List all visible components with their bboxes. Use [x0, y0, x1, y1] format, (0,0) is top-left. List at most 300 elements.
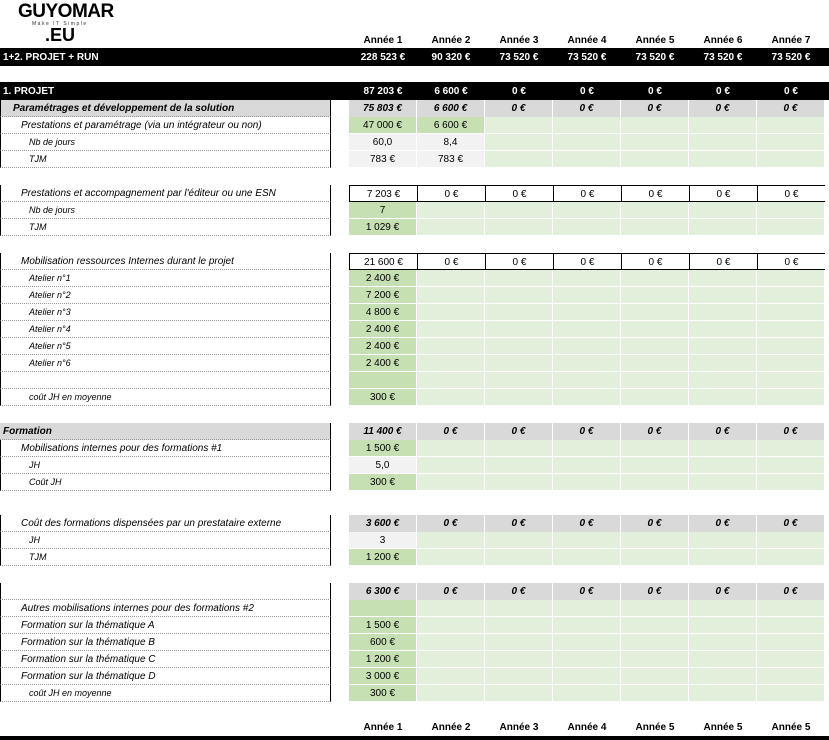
row-label: coût JH en moyenne	[0, 389, 331, 406]
value-cell: 0 €	[784, 86, 798, 97]
value-cell: 73 520 €	[567, 52, 607, 63]
value-cell	[553, 668, 621, 685]
value-cell: 600 €	[349, 634, 417, 651]
row-label: JH	[0, 532, 331, 549]
value-cell	[485, 474, 553, 491]
value-cell	[485, 202, 553, 219]
value-cell: 0 €	[648, 86, 662, 97]
value-cell	[757, 372, 825, 389]
value-cell	[757, 457, 825, 474]
value-cell	[485, 304, 553, 321]
row-label: Nb de jours	[0, 134, 331, 151]
value-cell: 0 €	[621, 100, 689, 117]
value-cell	[757, 474, 825, 491]
value-cell: 0 €	[417, 253, 485, 270]
value-cell	[757, 134, 825, 151]
value-cell: 1 500 €	[349, 617, 417, 634]
value-cell: 87 203 €	[363, 86, 403, 97]
value-cell	[417, 440, 485, 457]
value-cell	[757, 532, 825, 549]
value-cell	[349, 372, 417, 389]
value-cell	[485, 134, 553, 151]
value-cell: 2 400 €	[349, 355, 417, 372]
table-row	[0, 49, 829, 66]
table-row	[0, 457, 829, 474]
value-cell	[417, 685, 485, 702]
value-cell	[689, 117, 757, 134]
value-cell	[417, 304, 485, 321]
value-cell: 1 200 €	[349, 549, 417, 566]
value-cell: 0 €	[553, 515, 621, 532]
value-cell	[485, 321, 553, 338]
table-row	[0, 151, 829, 168]
value-cell: 4 800 €	[349, 304, 417, 321]
value-cell	[757, 600, 825, 617]
value-cell: 0 €	[512, 86, 526, 97]
value-cell: 0 €	[621, 423, 689, 440]
year-header-bottom-year-6: Année 5	[703, 722, 743, 733]
value-cell	[621, 287, 689, 304]
table-row	[0, 549, 829, 566]
value-cell: 21 600 €	[349, 253, 417, 270]
value-cell	[757, 668, 825, 685]
row-label: Atelier n°4	[0, 321, 331, 338]
value-cell	[485, 117, 553, 134]
value-cell: 2 400 €	[349, 321, 417, 338]
value-cell: 0 €	[689, 583, 757, 600]
value-cell	[485, 532, 553, 549]
value-cell: 0 €	[485, 583, 553, 600]
value-cell: 8,4	[417, 134, 485, 151]
year-header-top-year-7: Année 7	[771, 35, 811, 46]
table-row	[0, 355, 829, 372]
row-label: 1. PROJET	[3, 86, 55, 97]
value-cell: 0 €	[716, 86, 730, 97]
table-row	[0, 185, 829, 202]
table-row	[0, 651, 829, 668]
year-header-top-year-2: Année 2	[431, 35, 471, 46]
value-cell	[417, 600, 485, 617]
value-cell: 6 300 €	[349, 583, 417, 600]
row-label: Atelier n°1	[0, 270, 331, 287]
value-cell	[621, 134, 689, 151]
value-cell: 60,0	[349, 134, 417, 151]
value-cell: 75 803 €	[349, 100, 417, 117]
row-label: Atelier n°6	[0, 355, 331, 372]
table-row	[0, 270, 829, 287]
value-cell: 1 029 €	[349, 219, 417, 236]
row-label: Formation	[0, 423, 331, 440]
value-cell	[757, 304, 825, 321]
value-cell: 0 €	[553, 583, 621, 600]
row-label: Atelier n°2	[0, 287, 331, 304]
row-label	[0, 372, 331, 389]
table-row	[0, 617, 829, 634]
year-header-top-year-3: Année 3	[499, 35, 539, 46]
value-cell: 0 €	[580, 86, 594, 97]
value-cell	[689, 457, 757, 474]
value-cell	[553, 651, 621, 668]
row-label: TJM	[0, 219, 331, 236]
value-cell	[689, 372, 757, 389]
separator-line	[0, 48, 829, 49]
value-cell	[553, 600, 621, 617]
value-cell	[621, 600, 689, 617]
value-cell	[621, 151, 689, 168]
table-row	[0, 202, 829, 219]
value-cell	[621, 440, 689, 457]
value-cell	[553, 270, 621, 287]
value-cell: 0 €	[417, 583, 485, 600]
value-cell: 90 320 €	[431, 52, 471, 63]
value-cell: 0 €	[757, 253, 825, 270]
value-cell	[621, 617, 689, 634]
value-cell	[417, 287, 485, 304]
value-cell	[553, 457, 621, 474]
row-label: JH	[0, 457, 331, 474]
value-cell: 0 €	[757, 423, 825, 440]
value-cell	[553, 304, 621, 321]
value-cell: 3	[349, 532, 417, 549]
year-header-top	[0, 32, 829, 49]
table-row	[0, 338, 829, 355]
value-cell	[553, 549, 621, 566]
value-cell	[621, 549, 689, 566]
value-cell	[485, 549, 553, 566]
value-cell: 0 €	[553, 253, 621, 270]
value-cell: 0 €	[689, 253, 757, 270]
value-cell: 6 600 €	[417, 117, 485, 134]
value-cell	[553, 389, 621, 406]
value-cell: 300 €	[349, 389, 417, 406]
value-cell	[417, 474, 485, 491]
year-header-bottom-year-4: Année 4	[567, 722, 607, 733]
value-cell	[553, 321, 621, 338]
table-row	[0, 685, 829, 702]
value-cell	[689, 532, 757, 549]
row-label: coût JH en moyenne	[0, 685, 331, 702]
value-cell	[417, 457, 485, 474]
value-cell	[621, 474, 689, 491]
value-cell	[485, 600, 553, 617]
value-cell	[553, 219, 621, 236]
value-cell: 0 €	[621, 515, 689, 532]
value-cell	[689, 634, 757, 651]
row-label: Coût JH	[0, 474, 331, 491]
year-header-top-year-1: Année 1	[363, 35, 403, 46]
table-row	[0, 287, 829, 304]
value-cell	[689, 134, 757, 151]
value-cell: 6 600 €	[417, 100, 485, 117]
value-cell: 783 €	[349, 151, 417, 168]
value-cell	[621, 668, 689, 685]
value-cell: 228 523 €	[360, 52, 406, 63]
value-cell: 0 €	[485, 185, 553, 202]
value-cell	[621, 389, 689, 406]
value-cell	[553, 474, 621, 491]
value-cell	[621, 321, 689, 338]
year-header-bottom-year-3: Année 3	[499, 722, 539, 733]
value-cell	[485, 219, 553, 236]
row-label: Prestations et accompagnement par l'éditeur ou une ESN	[0, 185, 331, 202]
table-row	[0, 474, 829, 491]
row-label: Formation sur la thématique A	[0, 617, 331, 634]
value-cell: 0 €	[417, 185, 485, 202]
value-cell	[621, 685, 689, 702]
value-cell: 0 €	[757, 100, 825, 117]
value-cell: 2 400 €	[349, 270, 417, 287]
row-label: Formation sur la thématique C	[0, 651, 331, 668]
separator-line	[0, 736, 829, 740]
value-cell: 73 520 €	[499, 52, 539, 63]
value-cell: 0 €	[689, 185, 757, 202]
value-cell	[417, 532, 485, 549]
value-cell	[553, 355, 621, 372]
value-cell	[417, 668, 485, 685]
value-cell	[757, 321, 825, 338]
value-cell	[485, 685, 553, 702]
value-cell	[417, 355, 485, 372]
value-cell	[553, 685, 621, 702]
table-row	[0, 253, 829, 270]
value-cell	[757, 549, 825, 566]
table-row	[0, 321, 829, 338]
year-header-top-year-4: Année 4	[567, 35, 607, 46]
value-cell	[689, 600, 757, 617]
value-cell	[417, 651, 485, 668]
value-cell	[757, 617, 825, 634]
value-cell	[757, 287, 825, 304]
value-cell	[689, 338, 757, 355]
value-cell	[485, 440, 553, 457]
table-row	[0, 83, 829, 100]
value-cell	[417, 389, 485, 406]
row-label: Paramétrages et développement de la solution	[0, 100, 331, 117]
value-cell	[757, 355, 825, 372]
value-cell: 73 520 €	[635, 52, 675, 63]
value-cell	[417, 338, 485, 355]
value-cell: 7	[349, 202, 417, 219]
value-cell: 0 €	[757, 185, 825, 202]
value-cell	[621, 634, 689, 651]
value-cell: 300 €	[349, 474, 417, 491]
value-cell	[417, 634, 485, 651]
year-header-bottom-year-1: Année 1	[363, 722, 403, 733]
value-cell: 0 €	[553, 423, 621, 440]
value-cell: 0 €	[621, 185, 689, 202]
row-label: TJM	[0, 549, 331, 566]
value-cell	[553, 117, 621, 134]
value-cell: 3 600 €	[349, 515, 417, 532]
value-cell: 1 200 €	[349, 651, 417, 668]
value-cell: 11 400 €	[349, 423, 417, 440]
value-cell	[689, 355, 757, 372]
value-cell: 0 €	[757, 583, 825, 600]
year-header-top-year-6: Année 6	[703, 35, 743, 46]
value-cell	[553, 617, 621, 634]
value-cell	[417, 321, 485, 338]
value-cell	[621, 532, 689, 549]
value-cell	[689, 389, 757, 406]
value-cell	[621, 355, 689, 372]
value-cell: 7 200 €	[349, 287, 417, 304]
value-cell	[689, 549, 757, 566]
value-cell	[417, 270, 485, 287]
row-label: Formation sur la thématique D	[0, 668, 331, 685]
value-cell	[485, 355, 553, 372]
value-cell: 0 €	[689, 423, 757, 440]
value-cell	[485, 668, 553, 685]
value-cell	[621, 117, 689, 134]
value-cell	[621, 202, 689, 219]
value-cell: 0 €	[485, 100, 553, 117]
year-header-bottom	[0, 719, 829, 736]
value-cell	[485, 270, 553, 287]
value-cell: 1 500 €	[349, 440, 417, 457]
row-label: Atelier n°3	[0, 304, 331, 321]
value-cell	[621, 219, 689, 236]
value-cell	[689, 685, 757, 702]
value-cell: 6 600 €	[434, 86, 468, 97]
logo-brand-top: GUYOMAR	[18, 1, 114, 22]
table-row	[0, 423, 829, 440]
value-cell	[417, 372, 485, 389]
value-cell	[553, 338, 621, 355]
value-cell	[621, 457, 689, 474]
value-cell: 783 €	[417, 151, 485, 168]
value-cell: 0 €	[485, 515, 553, 532]
table-row	[0, 634, 829, 651]
value-cell	[689, 151, 757, 168]
year-header-bottom-year-7: Année 5	[771, 722, 811, 733]
value-cell	[621, 372, 689, 389]
value-cell	[485, 338, 553, 355]
value-cell	[485, 287, 553, 304]
value-cell: 3 000 €	[349, 668, 417, 685]
value-cell	[485, 372, 553, 389]
value-cell: 73 520 €	[771, 52, 811, 63]
table-row	[0, 304, 829, 321]
value-cell	[621, 304, 689, 321]
value-cell: 73 520 €	[703, 52, 743, 63]
value-cell	[621, 338, 689, 355]
value-cell: 2 400 €	[349, 338, 417, 355]
value-cell	[689, 304, 757, 321]
value-cell	[553, 134, 621, 151]
value-cell: 0 €	[621, 253, 689, 270]
year-header-bottom-year-2: Année 2	[431, 722, 471, 733]
value-cell	[689, 668, 757, 685]
value-cell: 0 €	[553, 100, 621, 117]
value-cell	[757, 651, 825, 668]
value-cell: 5,0	[349, 457, 417, 474]
value-cell	[621, 270, 689, 287]
value-cell	[757, 151, 825, 168]
value-cell	[417, 219, 485, 236]
value-cell: 0 €	[485, 253, 553, 270]
table-row	[0, 532, 829, 549]
value-cell	[553, 372, 621, 389]
value-cell	[757, 634, 825, 651]
value-cell: 0 €	[553, 185, 621, 202]
value-cell: 0 €	[417, 423, 485, 440]
value-cell	[757, 685, 825, 702]
value-cell	[757, 202, 825, 219]
table-row	[0, 372, 829, 389]
value-cell	[689, 474, 757, 491]
value-cell: 0 €	[485, 423, 553, 440]
year-header-top-year-5: Année 5	[635, 35, 675, 46]
value-cell	[621, 651, 689, 668]
value-cell	[689, 617, 757, 634]
value-cell	[485, 457, 553, 474]
value-cell	[689, 270, 757, 287]
value-cell	[417, 617, 485, 634]
value-cell	[689, 440, 757, 457]
table-row	[0, 440, 829, 457]
value-cell	[553, 287, 621, 304]
value-cell	[757, 117, 825, 134]
value-cell: 300 €	[349, 685, 417, 702]
value-cell	[757, 270, 825, 287]
value-cell	[417, 202, 485, 219]
value-cell	[553, 440, 621, 457]
value-cell: 0 €	[757, 515, 825, 532]
value-cell	[757, 440, 825, 457]
table-row	[0, 668, 829, 685]
row-label: Atelier n°5	[0, 338, 331, 355]
value-cell: 0 €	[689, 515, 757, 532]
row-label: Coût des formations dispensées par un prestataire externe	[0, 515, 331, 532]
value-cell	[553, 202, 621, 219]
row-label	[0, 583, 331, 600]
table-row	[0, 600, 829, 617]
value-cell	[689, 287, 757, 304]
value-cell: 7 203 €	[349, 185, 417, 202]
table-row	[0, 100, 829, 117]
logo-brand-bottom: .EU	[45, 25, 76, 45]
value-cell	[757, 219, 825, 236]
row-label: TJM	[0, 151, 331, 168]
row-label: Mobilisation ressources Internes durant le projet	[0, 253, 331, 270]
table-row	[0, 117, 829, 134]
value-cell	[689, 219, 757, 236]
year-header-bottom-year-5: Année 5	[635, 722, 675, 733]
value-cell: 47 000 €	[349, 117, 417, 134]
value-cell	[757, 389, 825, 406]
value-cell	[689, 321, 757, 338]
row-label: Formation sur la thématique B	[0, 634, 331, 651]
table-row	[0, 389, 829, 406]
table-row	[0, 583, 829, 600]
value-cell	[485, 634, 553, 651]
separator-line	[0, 82, 829, 83]
value-cell	[689, 651, 757, 668]
row-label: Autres mobilisations internes pour des formations #2	[0, 600, 331, 617]
value-cell: 0 €	[417, 515, 485, 532]
value-cell: 0 €	[689, 100, 757, 117]
row-label: Nb de jours	[0, 202, 331, 219]
value-cell	[485, 617, 553, 634]
value-cell: 0 €	[621, 583, 689, 600]
row-label: Prestations et paramétrage (via un intégrateur ou non)	[0, 117, 331, 134]
table-row	[0, 515, 829, 532]
row-label: Mobilisations internes pour des formations #1	[0, 440, 331, 457]
table-row	[0, 219, 829, 236]
value-cell	[689, 202, 757, 219]
value-cell	[485, 389, 553, 406]
value-cell	[553, 532, 621, 549]
